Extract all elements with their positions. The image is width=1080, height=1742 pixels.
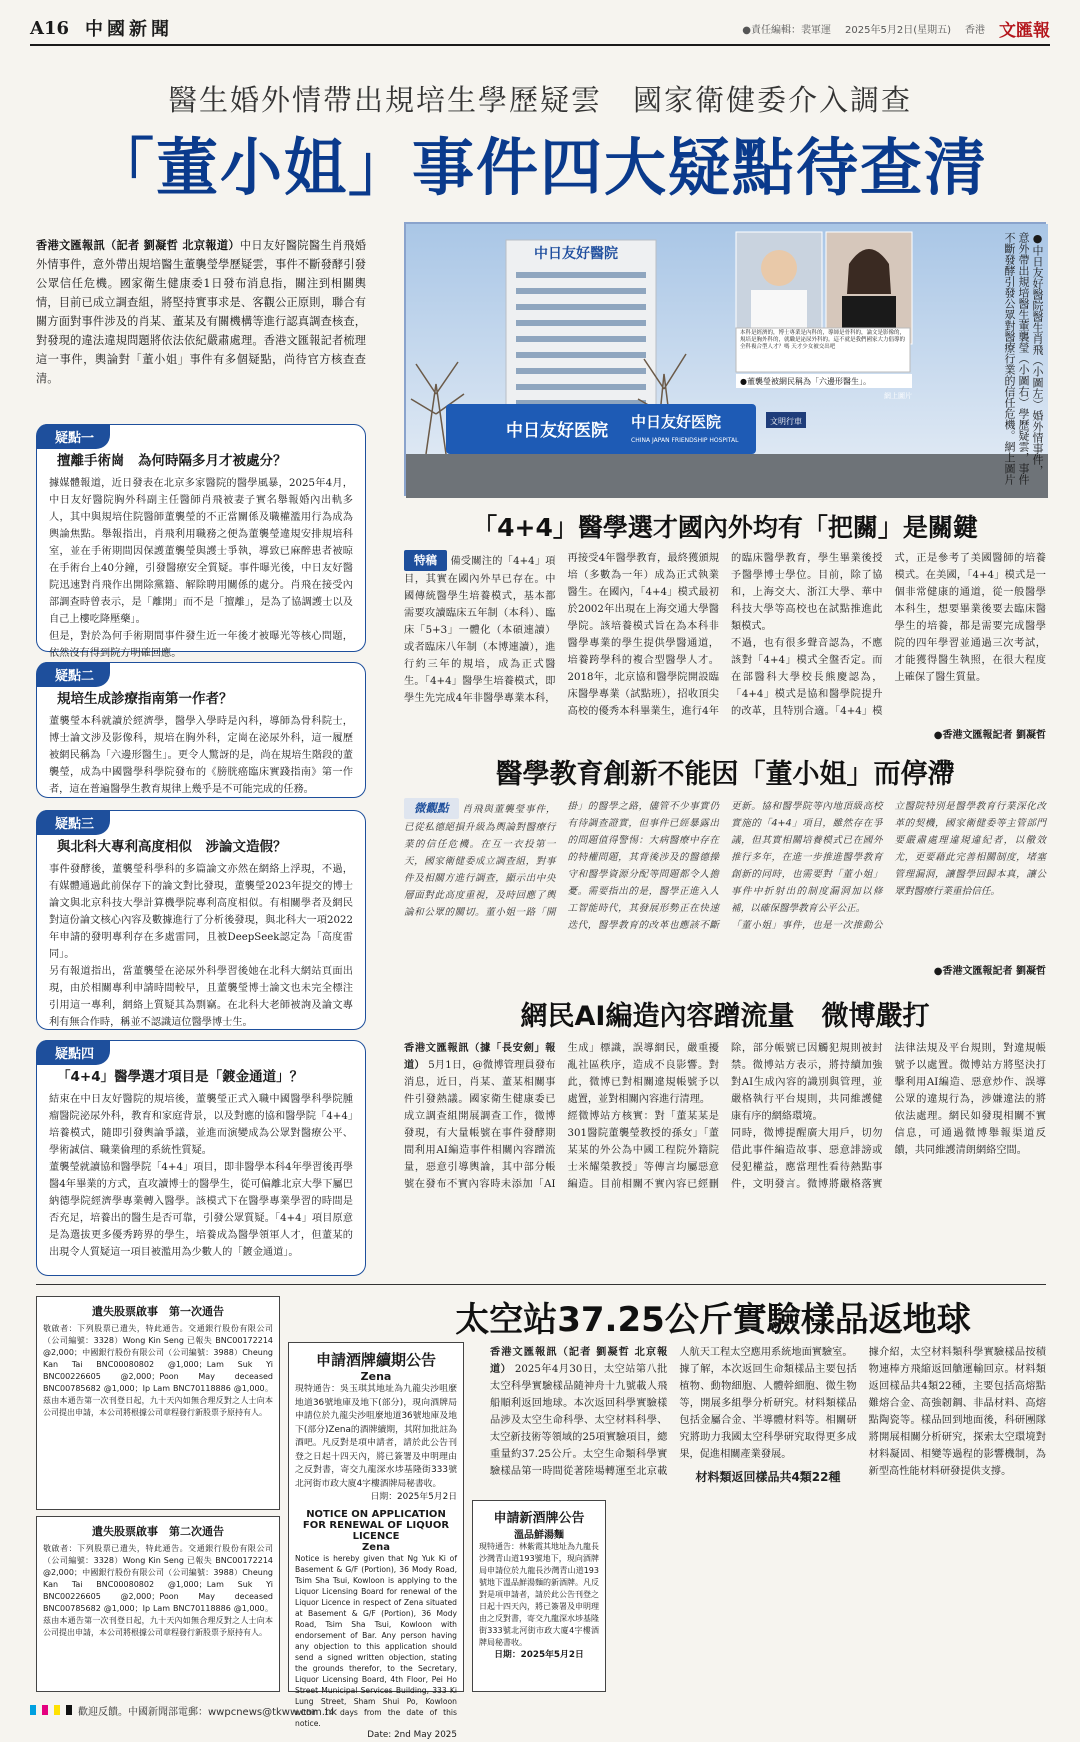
color-bar-cyan	[30, 1705, 36, 1715]
question-body-p1: 事件發酵後，董襲瑩科學科的多篇論文亦然在網絡上浮現，不過，有媒體通過此前保存下的論文對比發現，董襲瑩2023年提交的博士論文與北京科技大學計算機學院專利高度相似。有相關學者及網民對這份論文核心內容及數據進行了分析後發現，與北科大一項2022年申請的發明專利存在多處雷同，且被DeepSeek認定為「高度雷同」。	[49, 864, 353, 960]
article-space-p3: 據介紹，太空材料類科學實驗樣品按積物連棒方飛縮返回艙運輸回京。材料類返回樣品共4類22種，主要包括高熔點難熔合金、高強韌鋼、非晶材料、高熔點陶瓷等。樣品回到地面後，科研團隊將開展相關分析研究，探索太空環境對材料凝固、相變等過程的影響機制，為新型高性能材料研發提供支撐。	[869, 1347, 1046, 1477]
footer	[30, 1700, 1050, 1720]
liquor-en-name: Zena	[295, 1542, 457, 1553]
question-body-p1: 據媒體報道，近日發表在北京多家醫院的醫學風暴，2025年4月，中日友好醫院胸外科副主任醫師肖飛被妻子實名舉報婚內出軌多人，其中與規培住院醫師董襲瑩的不正當關係及職權濫用行為成為輿論焦點。舉報指出，肖飛利用職務之便為董襲瑩違規安排規培科室，並在手術期間因保護董襲瑩與護士爭執，導致已麻醉患者被晾在手術台上40分鐘，引發醫療安全質疑。事件曝光後，中日友好醫院迅速對肖飛作出開除黨籍、解除聘用關係的處分。肖飛在接受內部調查時曾表示，是「離開」而不是「擅離」，是為了協調護士以及自己上樓吃降壓藥」。	[49, 478, 353, 625]
article-edu-title: 醫學教育創新不能因「董小姐」而停滯	[404, 752, 1046, 791]
liquor-renewal-notice	[288, 1342, 464, 1692]
question-tag: 疑點一	[37, 424, 110, 449]
article-44-p2: 不過，也有很多聲音認為，不應該對「4+4」模式全盤否定。而在部醫科大學校長熊慶認為，「4+4」模式是協和醫學院提升的改革，且特別合適。「4+4」模式，正是參考了美國醫師的培養模式。在美國，「4+4」模式是一個非常健康的通道，從一般醫學本科生，想要畢業後要去臨床醫學生的培養，都是需要完成醫學院的四年學習並通過三次考試，才能獲得醫生執照，在很大程度上確保了醫生質量。	[731, 553, 1046, 717]
liquor-en-title: NOTICE ON APPLICATION FOR RENEWAL OF LIQUOR LICENCE	[295, 1509, 457, 1542]
share-notice-title: 遺失股票啟事 第一次通告	[43, 1303, 273, 1319]
new-liquor-name: 溫品鮮湯麵	[479, 1526, 599, 1541]
question-tag: 疑點四	[37, 1040, 110, 1065]
question-body-p1: 結束在中日友好醫院的規培後，董襲瑩正式入職中國醫學科學院腫瘤醫院泌尿外科，教育和家庭背景，以及對應的協和醫學院「4+4」培養模式，隨即引發輿論爭議，並進而演變成為公眾對醫療公平、學術誠信、職業倫理的系統性質疑。	[49, 1094, 353, 1156]
photo-caption: ●中日友好醫院醫生肖飛（小圖左）婚外情事件，意外帶出規培醫生董襲瑩（小圖右）學歷疑雲，事件不斷發酵引發公眾對醫療行業的信任危機。網上圖片	[1010, 232, 1044, 486]
paper-prefix: 香港	[965, 21, 985, 36]
question-box-4	[36, 1040, 366, 1276]
new-liquor-text: 現特通告：林紫霞其地址為九龍長沙灣青山道193號地下，現向酒牌局申請位於九龍長沙灣青山道193號地下溫品鮮湯麵的新酒牌。凡反對是項申請者，請於此公告刊登之日起十四天內，將已簽署及申明理由之反對書，寄交九龍深水埗基隆街333號北河街市政大廈4字樓酒牌局秘書收。	[479, 1541, 599, 1649]
social-screenshot-text: 本科是經濟的，博士專業是內科的，導師是骨科的，論文是影像的，規培是胸外科的，就職是泌尿外科的。這不就是我們國家大力倡導的全科複合型人才？嗎 天才少女被交出吧	[740, 330, 908, 351]
article-edu-p1: 肖飛與董襲瑩事件，已從私德絕損升級為輿論對醫療行業的信任危機。在互一衣投第一天，國家衛健委成立調查組，對事件及相關方進行調查，顯示出中央層面對此高度重視，及時回應了輿論和公眾的關切。董小姐一路「開掛」的醫學之路，儘管不少事實仍有待調查證實，但事件已經暴露出的問題值得警惕：大病醫療中存在的特權問題，其背後涉及的醫德操守和醫學資源分配等問題都令人擔憂。需要指出的是，醫學正進入人工智能時代，其發展形勢正在快速迭代，醫學教育的改革也應該不斷更新。協和醫學院等內地頂級高校實施的「4+4」項目，雖然存在爭議，但其實相關培養模式已在國外推行多年，在進一步推進醫學教育創新的同時，也需要對「董小姐」事件中折射出的制度漏洞加以修補，以確保醫學教育公平公正。	[404, 801, 883, 931]
gate-sign-right: 中日友好医院	[631, 413, 721, 431]
share-notice-text: 敬啟者：下列股票已遺失，特此通告。交通銀行股份有限公司（公司編號：3328）Wong Kin Seng 已報失 BNC00172214 @2,000；中國銀行股份有限公司（公司編號：3988）Cheung Kan Tai BNC00080802 @1,000；Lam Suk Yi BNC00226605 @2,000；Poon May deceased BNC00785682 @1,000；Ip Lam BNC70118886 @1,000。茲由本通告第一次刊登日起，九十天內如無合理反對之人士向本公司提出申請，本公司將根據公司章程發行新股票予原持有人。	[43, 1323, 273, 1419]
editor-credit: ●責任編輯：裴軍運	[742, 21, 831, 36]
article-44-body	[404, 550, 1046, 724]
subheadline: 醫生婚外情帶出規培生學歷疑雲 國家衛健委介入調查	[0, 78, 1080, 119]
side-sign: 文明行車	[770, 416, 802, 426]
article-44-p1: 備受關注的「4+4」項目，其實在國內外早已存在。中國傳統醫學生培養模式，基本都需要攻讀臨床五年制（本科）、臨床「5+3」一體化（本碩連讀）或者臨床八年制（本博連讀），進行約三年的規培，成為正式醫生。「4+4」醫學生培養模式，即學生先完成4年非醫學專業本科，再接受4年醫學教育，最終獲頒規培（多數為一年）成為正式執業醫生。在國內，「4+4」模式最初於2002年出現在上海交通大學醫學院。該培養模式旨在為本科非醫學專業的學生提供學醫通道，培養跨學科的複合型醫學人才。2018年，北京協和醫學院開設臨床醫學專業（試點班），招收頂尖高校的優秀本科畢業生，進行4年的臨床醫學教育，學生畢業後授予醫學博士學位。目前，除了協和，上海交大、浙江大學、華中科技大學等高校也在試點推進此類模式。	[404, 553, 883, 717]
question-body	[49, 1091, 353, 1261]
article-ai-body	[404, 1040, 1046, 1260]
article-ai-title: 網民AI編造內容蹭流量 微博嚴打	[404, 994, 1046, 1033]
article-space-p1: 2025年4月30日，太空站第八批太空科學實驗樣品隨神舟十九號載人飛船順利返回地球。本次返回科學實驗樣品涉及太空生命科學、太空材料科學、太空新技術等領域的25項實驗項目，總重量約37.25公斤。太空生命類科學實驗樣品第一時間從著陸場轉運至北京載人航天工程太空應用系統地面實驗室。	[490, 1347, 853, 1477]
share-notice-text: 敬啟者：下列股票已遺失，特此通告。交通銀行股份有限公司（公司編號：3328）Wong Kin Seng 已報失 BNC00172214 @2,000；中國銀行股份有限公司（公司編號：3988）Cheung Kan Tai BNC00080802 @1,000；Lam Suk Yi BNC00226605 @2,000；Poon May deceased BNC00785682 @1,000；Ip Lam BNC70118886 @1,000。茲由本通告第一次刊登日起，九十天內如無合理反對之人士向本公司提出申請，本公司將根據公司章程發行新股票予原持有人。	[43, 1543, 273, 1639]
question-body-p2: 董襲瑩就讀協和醫學院「4+4」項目，即非醫學本科4年學習後再學醫4年畢業的方式，直攻讀博士的醫學生，從可偏離北京大學下屬巴納德學院經濟學專業轉入醫學。該模式下在醫學專業學習的時間是否充足，培養出的醫生是否可靠，引發公眾質疑。「4+4」項目原意是為選拔更多優秀跨界的學生，培養成為醫學領軍人才，但董某的出現令人質疑這一項目被濫用為少數人的「鍍金通道」。	[49, 1162, 353, 1258]
color-bar-yellow	[54, 1705, 60, 1715]
inset-caption: ●董襲瑩被網民稱為「六邊形醫生」。	[740, 376, 871, 386]
masthead-right	[742, 16, 1050, 41]
lead-byline: 香港文匯報訊（記者 劉凝哲 北京報道）	[36, 238, 240, 252]
question-body: 董襲瑩本科就讀於經濟學，醫學入學時是內科，導師為骨科院士，博士論文涉及影像科，規培在胸外科，定崗在泌尿外科，這一履歷被網民稱為「六邊形醫生」。更令人驚訝的是，尚在規培生階段的董襲瑩，成為中國醫學科學院發布的《膀胱癌臨床實踐指南》第一作者，這在普遍醫學生教育規律上幾乎是不可能完成的任務。	[49, 713, 353, 798]
hospital-photo-illustration	[406, 224, 1048, 498]
gate-sign-left: 中日友好医院	[506, 420, 608, 441]
question-tag: 疑點三	[37, 810, 110, 835]
liquor-date: 日期：2025年5月2日	[295, 1491, 457, 1505]
article-space-byline: 香港文匯報訊（記者 劉凝哲 北京報道）	[490, 1346, 667, 1375]
article-44-byline: ●香港文匯報記者 劉凝哲	[404, 726, 1046, 741]
article-edu-byline: ●香港文匯報記者 劉凝哲	[404, 962, 1046, 977]
new-liquor-title: 申請新酒牌公告	[479, 1507, 599, 1526]
new-liquor-date: 日期：2025年5月2日	[479, 1649, 599, 1663]
question-title: 規培生成診療指南第一作者？	[57, 687, 353, 707]
liquor-en-date: Date: 2nd May 2025	[295, 1729, 457, 1742]
question-title: 與北科大專利高度相似 涉論文造假？	[57, 835, 353, 855]
article-space-p2: 據了解，本次返回生命類樣品主要包括植物、動物細胞、人體幹細胞、微生物等，開展多組學分析研究。材料類樣品包括金屬合金、半導體材料等。相關研究將助力我國太空科學研究取得更多成果，促進相關產業發展。	[679, 1364, 856, 1460]
article-edu-body	[404, 798, 1046, 960]
question-body	[49, 861, 353, 1031]
color-bar-black	[66, 1705, 72, 1715]
article-space-subhead: 材料類返回樣品共4類22種	[679, 1469, 856, 1486]
question-tag: 疑點二	[37, 662, 110, 687]
liquor-text-en: Notice is hereby given that Ng Yuk Ki of Basement & G/F (Portion), 36 Mody Road, Tsim Sha Tsui, Kowloon is applying to the Liquor Licensing Board for renewal of the Liquor Licence in respect of Zena situated at Basement & G/F (Portion), 36 Mody Road, Tsim Sha Tsui, Kowloon with endorsement of Bar. Any person having any objection to this application should send a signed written objection, stating the grounds therefor, to the Secretary, Liquor Licensing Board, 4th Floor, Pei Ho Street Municipal Services Building, 333 Ki Lung Street, Sham Shui Po, Kowloon within 14 days from the date of this notice.	[295, 1553, 457, 1729]
paper-logo: 文匯報	[999, 16, 1050, 41]
question-box-3	[36, 810, 366, 1030]
article-edu-tag: 微觀點	[404, 798, 459, 819]
question-box-1	[36, 424, 366, 652]
question-body	[49, 475, 353, 662]
question-title: 擅離手術崗 為何時隔多月才被處分？	[57, 449, 353, 469]
gate-sign-english: CHINA JAPAN FRIENDSHIP HOSPITAL	[631, 437, 739, 444]
article-edu-p2: 「董小姐」事件，也是一次推動公立醫院特別是醫學教育行業深化改革的契機，國家衛健委等主管部門要嚴肅處理違規違紀者，以儆效尤，更要藉此完善相關制度，堵塞管理漏洞，讓醫學回歸本真，讓公眾對醫療行業重拾信任。	[731, 801, 1046, 931]
article-ai-p3: 同時，微博提醒廣大用戶，切勿借此事件編造故事、惡意誹謗或侵犯權益，應當理性看待熱點事件，文明發言。微博將嚴格落實法律法規及平台規則，對違規帳號予以處置。微博站方將堅決打擊利用AI編造、惡意炒作、誤導公眾的違規行為，涉嫌違法的將依法處理。網民如發現相關不實信息，可通過微博舉報渠道反饋，共同維護清朗網絡空間。	[731, 1043, 1046, 1190]
liquor-title: 申請酒牌續期公告	[295, 1349, 457, 1370]
footer-feedback: 歡迎反饋。中國新聞部電郵：wwpcnews@tkww.com.hk	[78, 1703, 337, 1718]
new-liquor-notice	[472, 1500, 606, 1692]
masthead	[30, 12, 1050, 46]
share-notice-title: 遺失股票啟事 第二次通告	[43, 1523, 273, 1539]
question-body-p2: 另有報道指出，當董襲瑩在泌尿外科學習後她在北科大網站頁面出現，由於相關專利申請時間較早，且董襲瑩博士論文也未完全標注引用這一專利，網絡上質疑其為剽竊。在北科大老師被詢及論文專利有無合作時，稱並不認識這位醫學博士生。	[49, 966, 353, 1028]
question-body-p2: 但是，對於為何手術期間事件發生近一年後才被曝光等核心問題，依然沒有得到院方明確回應。	[49, 631, 353, 659]
inset-credit: 網上圖片	[884, 391, 912, 400]
share-notice-1	[36, 1296, 280, 1510]
article-ai-p1: 5月1日，@微博管理員發布消息，近日，肖某、董某相關事件引發熱議。國家衛生健康委已成立調查組開展調查工作，微博發現，有大量帳號在事件發酵期間利用AI編造事件相關內容蹭流量，惡意引導輿論，其中部分帳號在發布不實內容時未添加「AI生成」標識，誤導網民，嚴重擾亂社區秩序，造成不良影響。對此，微博已對相關違規帳號予以處置，並對相關內容進行清理。	[404, 1043, 719, 1190]
article-44-tag: 特稿	[404, 550, 447, 571]
article-44-title: 「4+4」醫學選才國內外均有「把關」是關鍵	[404, 508, 1046, 544]
main-headline: 「董小姐」事件四大疑點待查清	[0, 118, 1080, 207]
page-number: A16	[30, 18, 69, 39]
lead-text: 中日友好醫院醫生肖飛婚外情事件，意外帶出規培醫生董襲瑩學歷疑雲，事件不斷發酵引發公眾信任危機。國家衛生健康委1日發布消息指，關注到相關輿情，目前已成立調查組，將堅持實事求是、客觀公正原則，聯合有關方面對事件涉及的肖某、董某及有關機構等進行認真調查核查，對發現的違法違規問題將依法依紀嚴肅處理。香港文匯報記者梳理這一事件，輿論對「董小姐」事件有多個疑點，尚待官方核查查清。	[36, 239, 366, 385]
section-title: 中國新聞	[85, 15, 173, 41]
lead-paragraph	[36, 236, 366, 388]
liquor-text-cn: 現特通告：吳玉琪其地址為九龍尖沙咀麼地道36號地庫及地下(部分)，現向酒牌局申請位於九龍尖沙咀麼地道36號地庫及地下(部分)Zena的酒牌續期，其附加批註為酒吧。凡反對是項申請者，請於此公告刊登之日起十四天內，將已簽署及申明理由之反對書，寄交九龍深水埗基隆街333號北河街市政大廈4字樓酒牌局秘書收。	[295, 1383, 457, 1491]
article-ai-p2: 經微博站方核實：對「董某某是301醫院董襲瑩教授的孫女」「董某某的外公為中國工程院外籍院士米耀榮教授」等傳言均屬惡意編造。目前相關不實內容已經刪除，部分帳號已因觸犯規則被封禁。微博站方表示，將持續加強對AI生成內容的識別與管理，並嚴格執行平台規則，共同維護健康有序的網絡環境。	[568, 1043, 883, 1190]
article-space-title: 太空站37.25公斤實驗樣品返地球	[380, 1292, 1046, 1341]
section-divider	[36, 1284, 1046, 1285]
liquor-name: Zena	[295, 1370, 457, 1383]
article-ai-byline: 香港文匯報訊（據「長安劍」報道）	[404, 1042, 556, 1071]
share-notice-2	[36, 1516, 280, 1692]
question-title: 「4+4」醫學選才項目是「鍍金通道」？	[57, 1065, 353, 1085]
color-bar-magenta	[42, 1705, 48, 1715]
question-box-2	[36, 662, 366, 798]
issue-date: 2025年5月2日(星期五)	[845, 21, 951, 36]
building-sign: 中日友好醫院	[534, 245, 618, 262]
hospital-photo	[404, 222, 1046, 496]
